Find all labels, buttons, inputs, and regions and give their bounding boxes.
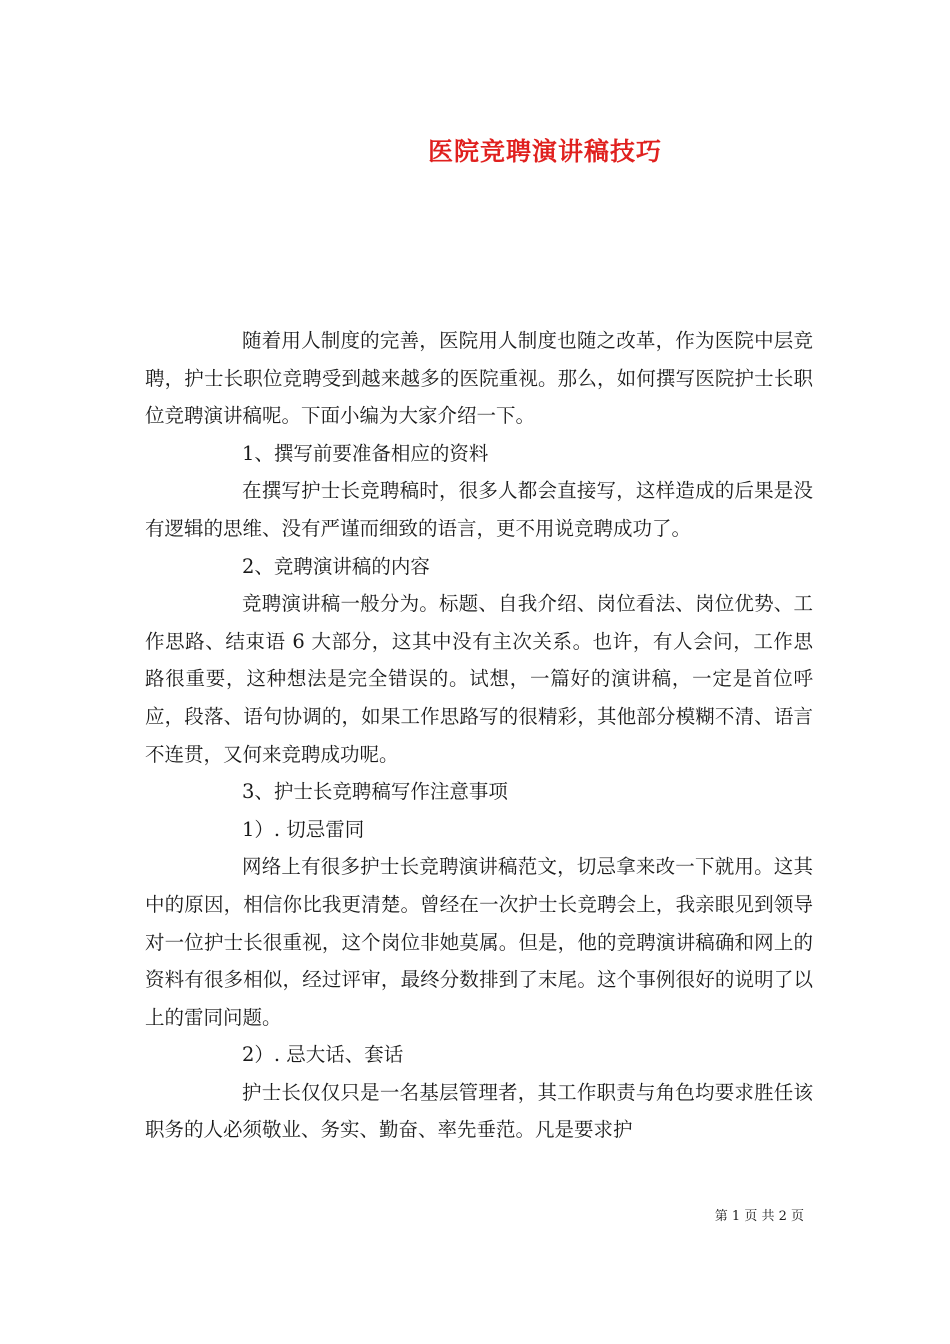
document-body — [145, 322, 813, 1149]
document-title: 医院竞聘演讲稿技巧 — [427, 137, 662, 166]
page-number-footer: 第 1 页 共 2 页 — [714, 1209, 804, 1224]
paragraph-section-2: 竞聘演讲稿一般分为。标题、自我介绍、岗位看法、岗位优势、工作思路、结束语 6 大部分，这其中没有主次关系。也许，有人会问，工作思路很重要，这种想法是完全错误的。试想，一篇好的演讲稿，一定是首位呼应，段落、语句协调的，如果工作思路写的很精彩，其他部分模糊不清、语言不连贯，又何来竞聘成功呢。 — [145, 592, 813, 766]
subheading-3-2: 2）. 忌大话、套话 — [242, 1043, 404, 1067]
paragraph-intro: 随着用人制度的完善，医院用人制度也随之改革，作为医院中层竞聘，护士长职位竞聘受到越来越多的医院重视。那么，如何撰写医院护士长职位竞聘演讲稿呢。下面小编为大家介绍一下。 — [145, 329, 813, 428]
subheading-3-1: 1）. 切忌雷同 — [242, 817, 365, 841]
paragraph-section-1: 在撰写护士长竞聘稿时，很多人都会直接写，这样造成的后果是没有逻辑的思维、没有严谨而细致的语言，更不用说竞聘成功了。 — [145, 479, 813, 540]
section-heading-1: 1、撰写前要准备相应的资料 — [242, 441, 489, 465]
section-heading-2: 2、竞聘演讲稿的内容 — [242, 554, 430, 578]
section-heading-3: 3、护士长竞聘稿写作注意事项 — [242, 780, 508, 804]
paragraph-3-1: 网络上有很多护士长竞聘演讲稿范文，切忌拿来改一下就用。这其中的原因，相信你比我更清楚。曾经在一次护士长竞聘会上，我亲眼见到领导对一位护士长很重视，这个岗位非她莫属。但是，他的竞聘演讲稿确和网上的资料有很多相似，经过评审，最终分数排到了末尾。这个事例很好的说明了以上的雷同问题。 — [145, 855, 813, 1029]
paragraph-3-2: 护士长仅仅只是一名基层管理者，其工作职责与角色均要求胜任该职务的人必须敬业、务实、勤奋、率先垂范。凡是要求护 — [145, 1080, 813, 1142]
